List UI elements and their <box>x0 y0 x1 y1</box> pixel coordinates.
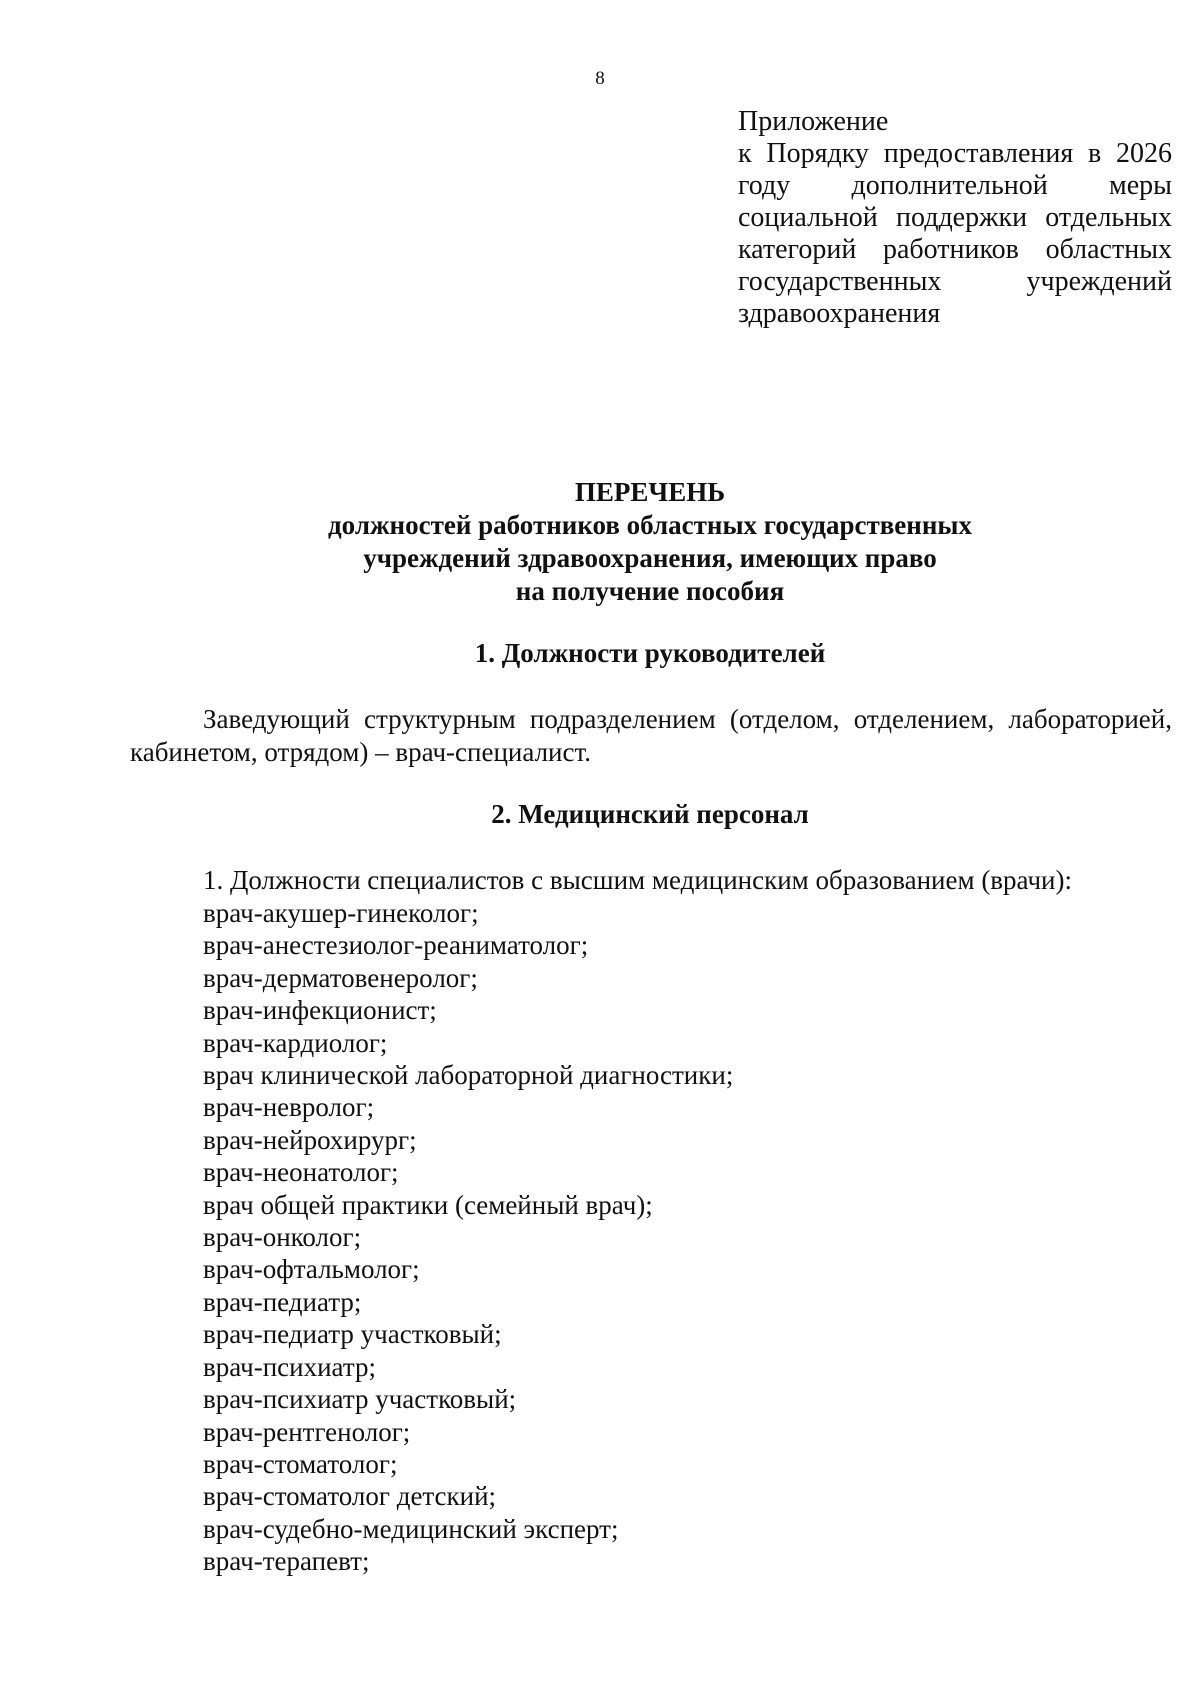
list-item: врач-стоматолог детский; <box>203 1481 497 1512</box>
list-item: врач-психиатр; <box>203 1351 376 1382</box>
list-item: врач-педиатр; <box>203 1286 362 1317</box>
list-item: врач-нейрохирург; <box>203 1124 417 1155</box>
list-item: врач-дерматовенеролог; <box>203 962 478 993</box>
document-title <box>0 476 1200 608</box>
appendix-block <box>738 106 1172 330</box>
medical-intro: 1. Должности специалистов с высшим медицинским образованием (врачи): <box>203 865 1072 895</box>
list-item: врач-психиатр участковый; <box>203 1384 517 1415</box>
list-item: врач-рентгенолог; <box>203 1416 411 1447</box>
list-item: врач-неонатолог; <box>203 1157 399 1188</box>
section-heading-medical: 2. Медицинский персонал <box>491 799 809 829</box>
medical-positions-list <box>203 897 1183 1578</box>
list-item: врач-офтальмолог; <box>203 1254 420 1285</box>
appendix-body: к Порядку предоставления в 2026 году дополнительной меры социальной поддержки отдельных категорий работников областных государственных учреждений здравоохранения <box>738 138 1172 329</box>
title-line-4: на получение пособия <box>515 576 785 606</box>
list-item: врач-судебно-медицинский эксперт; <box>203 1513 619 1544</box>
title-line-2: должностей работников областных государственных <box>328 510 972 540</box>
list-item: врач-кардиолог; <box>203 1027 388 1058</box>
list-item: врач-акушер-гинеколог; <box>203 898 479 928</box>
list-item: врач общей практики (семейный врач); <box>203 1189 653 1220</box>
list-item: врач-инфекционист; <box>203 995 437 1026</box>
list-item: врач-терапевт; <box>203 1546 370 1577</box>
section-heading-heads: 1. Должности руководителей <box>474 638 826 668</box>
title-line-3: учреждений здравоохранения, имеющих право <box>363 543 937 573</box>
list-item: врач клинической лабораторной диагностики; <box>203 1060 734 1091</box>
list-item: врач-стоматолог; <box>203 1448 398 1479</box>
page-number: 8 <box>595 68 605 89</box>
appendix-title: Приложение <box>738 106 889 137</box>
list-item: врач-педиатр участковый; <box>203 1319 502 1350</box>
list-item: врач-онколог; <box>203 1222 362 1253</box>
list-item: врач-невролог; <box>203 1092 375 1123</box>
section-heads-text: Заведующий структурным подразделением (отделом, отделением, лабораторией, кабинетом, отрядом) – врач-специалист. <box>130 704 1172 767</box>
title-line-1: ПЕРЕЧЕНЬ <box>574 477 726 507</box>
list-item: врач-анестезиолог-реаниматолог; <box>203 930 589 961</box>
